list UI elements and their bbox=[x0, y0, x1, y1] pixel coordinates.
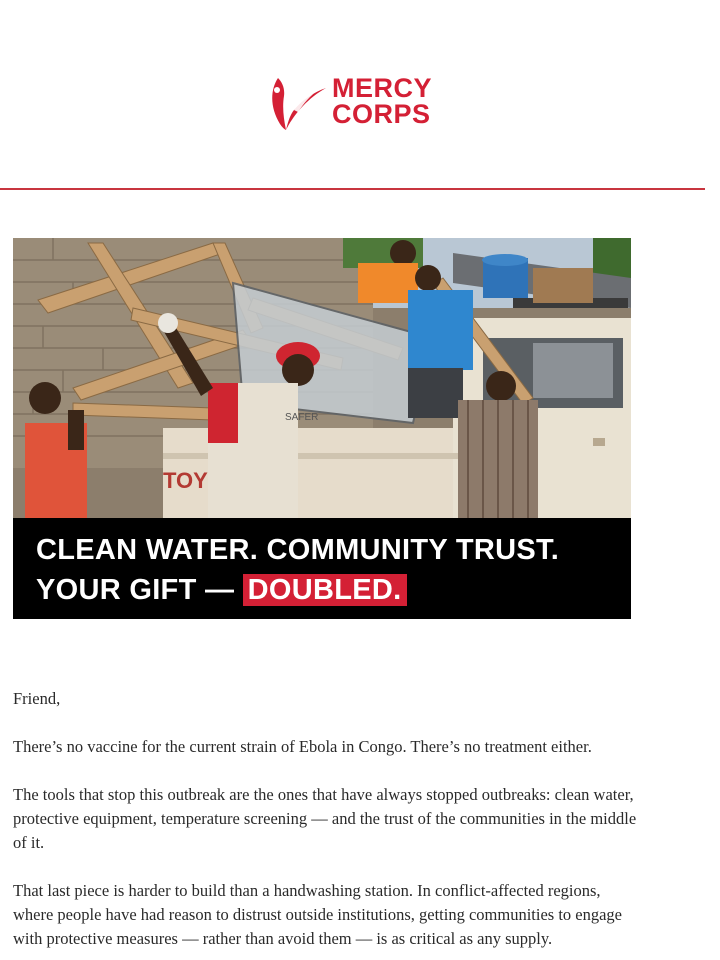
truck-lettering: TOY bbox=[163, 468, 208, 493]
headline-highlight-doubled: DOUBLED. bbox=[243, 574, 408, 606]
hero-banner[interactable] bbox=[13, 238, 631, 619]
greeting: Friend, bbox=[13, 689, 61, 708]
header-divider bbox=[0, 188, 705, 190]
logo-line-2: CORPS bbox=[332, 99, 431, 129]
paragraph-1: There’s no vaccine for the current strain of Ebola in Congo. There’s no treatment either. bbox=[13, 737, 592, 756]
mercy-corps-leaf-icon bbox=[264, 70, 328, 132]
headline-line-2 bbox=[36, 574, 407, 607]
headline-line-2-prefix: YOUR GIFT — bbox=[36, 574, 243, 606]
hero-photo bbox=[13, 238, 631, 518]
vest-lettering: SAFER bbox=[285, 412, 319, 423]
logo-wordmark bbox=[332, 75, 432, 127]
logo-line-1: MERCY bbox=[332, 73, 433, 103]
paragraph-2: The tools that stop this outbreak are the ones that have always stopped outbreaks: clean water, protective equipment, temperature screening — and the trust of the communities in the middle of it. bbox=[13, 785, 637, 852]
email-header bbox=[0, 0, 720, 190]
paragraph-3: That last piece is harder to build than a handwashing station. In conflict-affected regions, where people have had reason to distrust outside institutions, getting communities to engage with protective measures — rather than avoid them — is as critical as any supply. bbox=[13, 881, 623, 948]
headline-line-1: CLEAN WATER. COMMUNITY TRUST. bbox=[36, 534, 560, 566]
mercy-corps-logo[interactable] bbox=[264, 70, 432, 132]
